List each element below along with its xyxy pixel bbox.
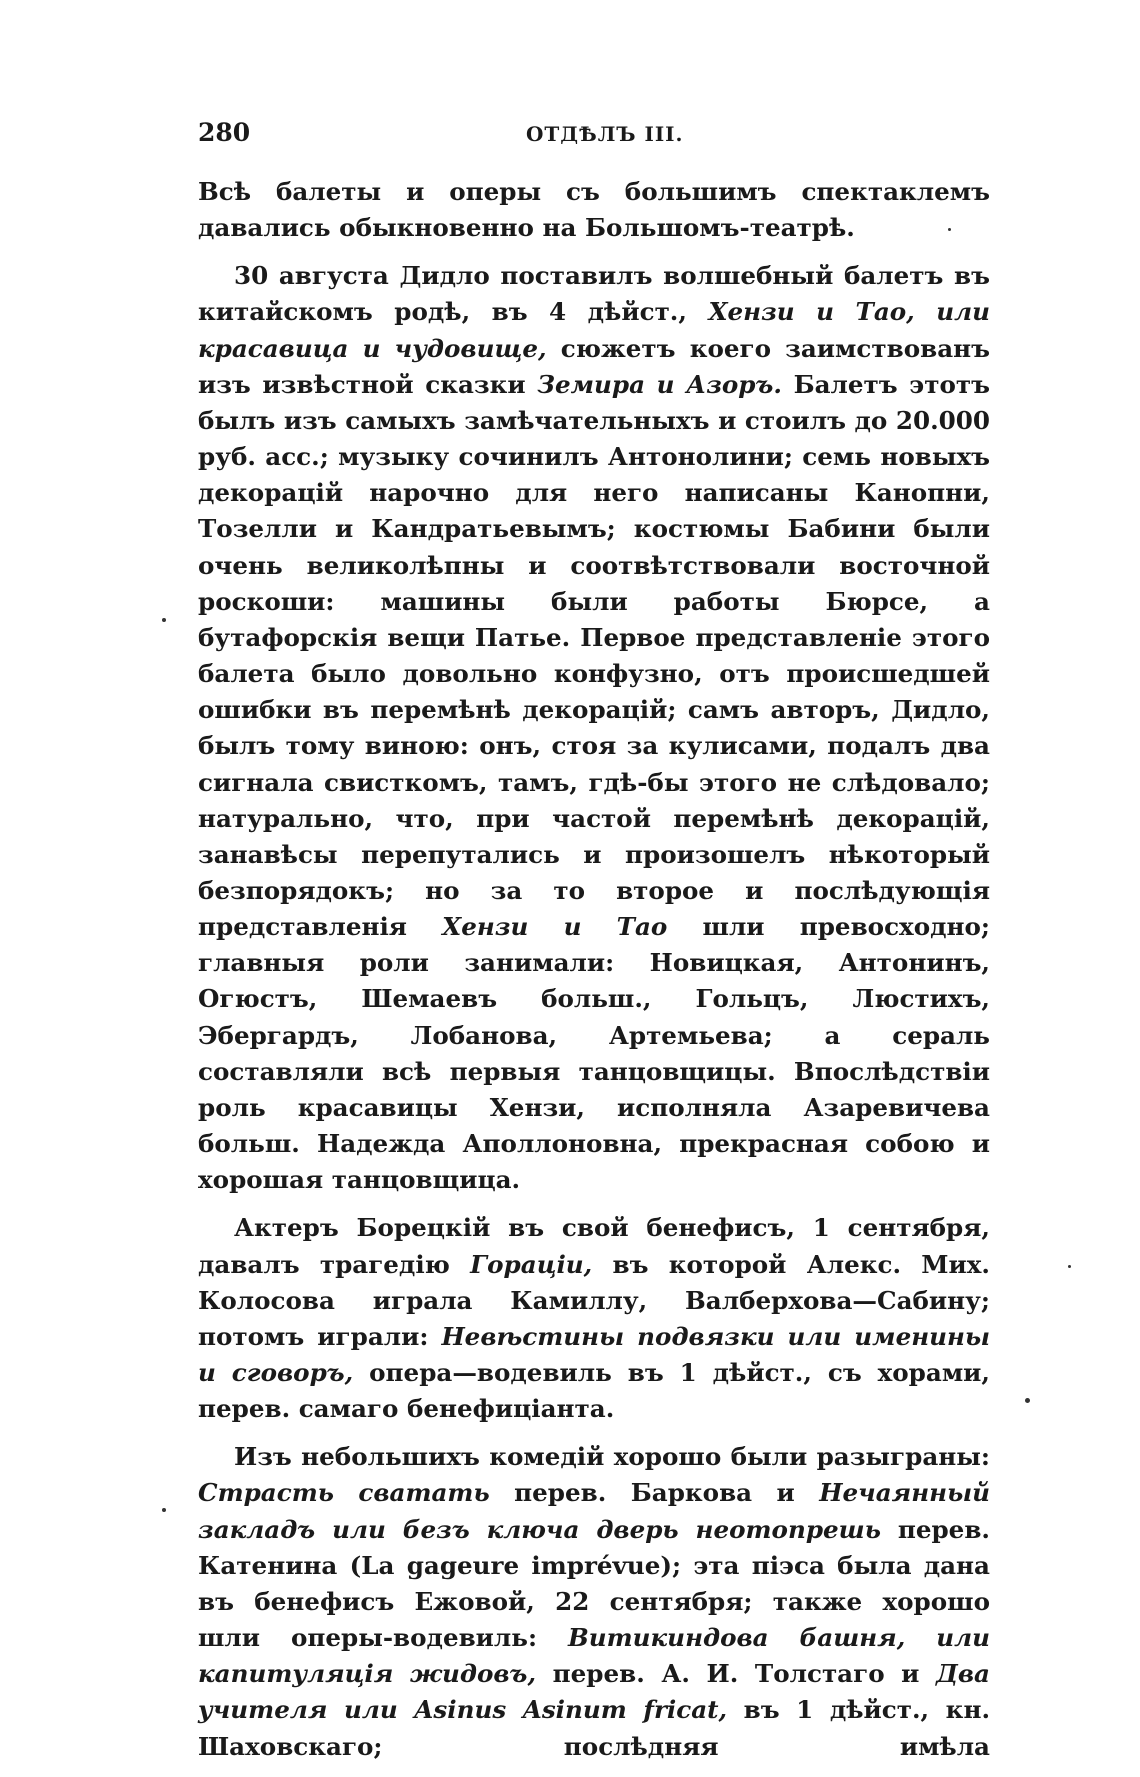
paragraph-4	[198, 1439, 990, 1764]
scan-speck	[948, 228, 951, 231]
scan-speck	[1025, 1398, 1030, 1403]
paragraph-text: въ которой Алекс. Мих. Колосова играла Камиллу, Валберхова—Сабину; потомъ играли:	[198, 1249, 990, 1351]
title-italic: Гораціи,	[470, 1249, 593, 1279]
scan-speck	[162, 618, 166, 622]
page-header	[198, 118, 970, 158]
scan-speck	[162, 1508, 166, 1512]
title-italic: Нечаянный закладъ или безъ ключа дверь неотопрешь	[198, 1478, 991, 1544]
title-italic: Хензи и Тао, или красавица и чудовище,	[198, 297, 990, 363]
paragraph-2	[198, 258, 990, 1198]
paragraph-text: Балетъ этотъ былъ изъ самыхъ замѣчательныхъ и стоилъ до 20.000 руб. асс.; музыку сочинилъ Антонолини; семь новыхъ декорацій нарочно для него написаны Канопни, Тозелли и Кандратьевымъ; костюмы Бабини были очень великолѣпны и соотвѣтствовали восточной роскоши: машины были работы Бюрсе, а бутафорскія вещи Патье. Первое представленіе этого балета было довольно конфузно, отъ происшедшей ошибки въ перемѣнѣ декорацій; самъ авторъ, Дидло, былъ тому виною: онъ, стоя за кулисами, подалъ два сигнала свисткомъ, тамъ, гдѣ-бы этого не слѣдовало; натурально, что, при частой перемѣнѣ декорацій, занавѣсы перепутались и произошелъ нѣкоторый безпорядокъ; но за то второе и послѣдующія представленія	[198, 369, 991, 942]
paragraph-text: шли превосходно; главныя роли занимали: Новицкая, Антонинъ, Огюстъ, Шемаевъ больш., Гольцъ, Люстихъ, Эбергардъ, Лобанова, Артемьева; а сераль составляли всѣ первыя танцовщицы. Впослѣдствіи роль красавицы Хензи, исполняла Азаревичева больш. Надежда Аполлоновна, прекрасная собою и хорошая танцовщица.	[198, 912, 990, 1195]
paragraph-text: Изъ небольшихъ комедій хорошо были разыграны:	[234, 1442, 990, 1472]
page-number: 280	[198, 118, 251, 147]
paragraph-1	[198, 174, 990, 246]
paragraph-text: Всѣ балеты и оперы съ большимъ спектаклемъ давались обыкновенно на Большомъ-театрѣ.	[198, 177, 990, 243]
paragraph-text: Актеръ Борецкій въ свой бенефисъ, 1 сентября, давалъ трагедію	[198, 1213, 990, 1279]
paragraph-text: опера—водевиль въ 1 дѣйст., съ хорами, перев. самаго бенефиціанта.	[198, 1358, 990, 1424]
paragraph-text: въ 1 дѣйст., кн. Шаховскаго; послѣдняя имѣла	[198, 1695, 991, 1761]
running-head: ОТДѢЛЪ III.	[526, 122, 684, 146]
paragraph-text: перев. Баркова и	[489, 1478, 820, 1508]
title-italic: Невѣстины подвязки или именины и сговоръ,	[198, 1321, 990, 1387]
paragraph-text: перев. А. И. Толстаго и	[536, 1659, 937, 1689]
title-italic: Витикиндова башня, или капитуляція жидовъ,	[198, 1623, 990, 1689]
title-italic: Хензи и Тао	[442, 912, 668, 942]
title-italic: Земира и Азоръ.	[537, 369, 782, 399]
scan-speck	[1068, 1265, 1071, 1268]
paragraph-text: перев. Катенина (La gageure imprévue); эта піэса была дана въ бенефисъ Ежовой, 22 сентября; также хорошо шли оперы-водевиль:	[198, 1514, 990, 1653]
paragraph-3	[198, 1210, 990, 1427]
paragraph-text: сюжетъ коего заимствованъ изъ извѣстной сказки	[198, 333, 990, 399]
title-italic: Два учителя или Asinus Asinum fricat,	[198, 1659, 990, 1725]
paragraph-text: 30 августа Дидло поставилъ волшебный балетъ въ китайскомъ родѣ, въ 4 дѣйст.,	[198, 261, 990, 327]
body-text	[198, 174, 990, 1777]
title-italic: Страсть сватать	[198, 1478, 490, 1508]
